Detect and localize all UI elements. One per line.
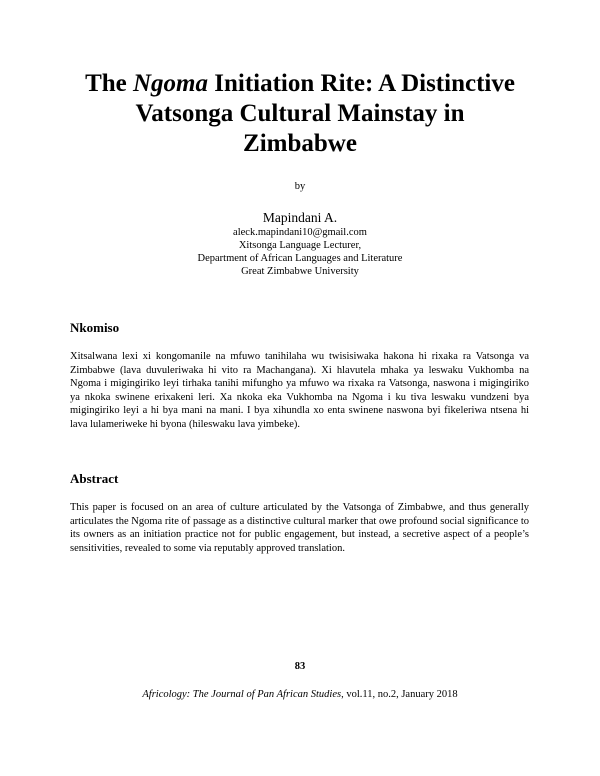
title-rest: Initiation Rite: A Distinctive bbox=[208, 70, 515, 97]
author-department: Department of African Languages and Literature bbox=[197, 253, 403, 264]
paper-title bbox=[60, 69, 540, 159]
byline: by bbox=[294, 181, 306, 192]
title-line-2: Vatsonga Cultural Mainstay in bbox=[135, 100, 465, 127]
title-prefix: The bbox=[85, 70, 133, 97]
author-position: Xitsonga Language Lecturer, bbox=[238, 240, 362, 251]
nkomiso-heading: Nkomiso bbox=[70, 320, 120, 335]
title-italic-word: Ngoma bbox=[133, 70, 208, 97]
author-block bbox=[0, 209, 600, 278]
journal-details: , vol.11, no.2, January 2018 bbox=[341, 689, 458, 700]
journal-name: Africology: The Journal of Pan African Studies bbox=[142, 689, 342, 700]
nkomiso-text: Xitsalwana lexi xi kongomanile na mfuwo tanihilaha wu twisisiwaka hakona hi rixaka ra Vatsonga va Zimbabwe (lava duvuleriwaka hi vito ra Machangana). Xi hlavutela mhaka ya leswaku Vukhomba na Ngoma i migingiriko leyi tirhaka tanihi mifungho ya mfuwo wa rixaka ra Vatsonga, naswona i migingiriko ya nkoka swinene erixakeni leri. Xa nkoka eka Vukhomba na Ngoma i ku tiva leswaku vundzeni bya migingiriko leyi a hi bya mani na mani. I bya xihundla xo enta swinene naswona byi fikeleriwa ntsena hi lava lulameriweke hi byona (hileswaku lava yimbeke). bbox=[70, 351, 529, 430]
page-number: 83 bbox=[294, 661, 306, 672]
title-line-1 bbox=[60, 69, 540, 99]
author-name: Mapindani A. bbox=[262, 210, 338, 225]
author-university: Great Zimbabwe University bbox=[241, 266, 359, 277]
author-email: aleck.mapindani10@gmail.com bbox=[233, 227, 367, 238]
abstract-heading: Abstract bbox=[70, 471, 119, 486]
abstract-text: This paper is focused on an area of culture articulated by the Vatsonga of Zimbabwe, and thus generally articulates the Ngoma rite of passage as a distinctive cultural marker that owe profound social significance to its owners as an initiation practice not for public engagement, but instead, a secretive aspect of a people’s sensitivities, revealed to some via reputably approved translation. bbox=[70, 502, 529, 554]
title-line-3: Zimbabwe bbox=[243, 130, 357, 157]
journal-footer bbox=[0, 689, 600, 700]
